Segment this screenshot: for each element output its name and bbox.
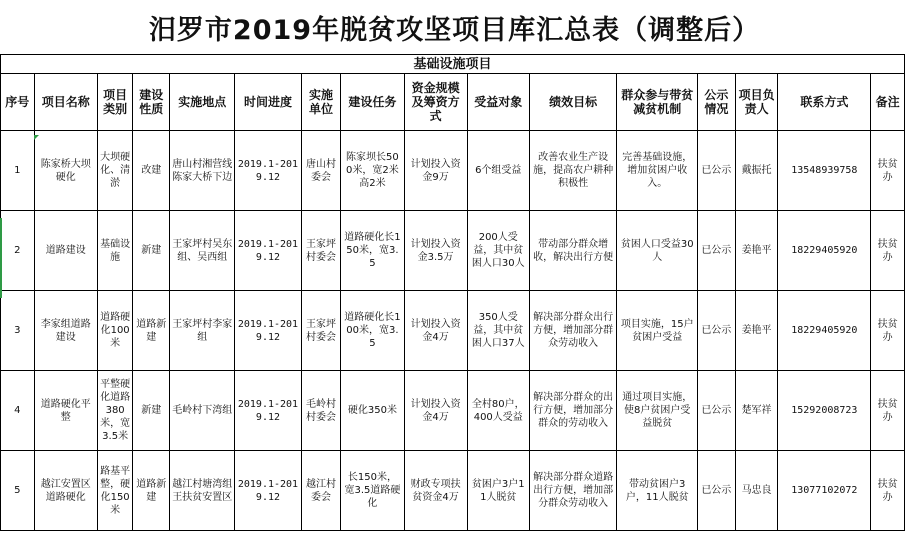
cell-task[interactable]: 硬化350米: [341, 371, 404, 451]
cell-goal[interactable]: 解决部分群众出行方便，增加部分群众劳动收入: [529, 291, 617, 371]
cell-location[interactable]: 毛岭村下湾组: [170, 371, 235, 451]
header-cell[interactable]: 项目名称: [34, 74, 97, 131]
cell-leader[interactable]: 马忠良: [735, 451, 778, 531]
cell-beneficiary[interactable]: 6个组受益: [467, 131, 529, 211]
header-cell[interactable]: 资金规模及筹资方式: [404, 74, 467, 131]
cell-nature[interactable]: 新建: [133, 371, 170, 451]
cell-beneficiary[interactable]: 350人受益，其中贫困人口37人: [467, 291, 529, 371]
header-cell[interactable]: 公示情况: [697, 74, 735, 131]
cell-goal[interactable]: 解决部分群众道路出行方便，增加部分群众劳动收入: [529, 451, 617, 531]
header-cell[interactable]: 序号: [1, 74, 35, 131]
cell-beneficiary[interactable]: 全村80户，400人受益: [467, 371, 529, 451]
cell-beneficiary[interactable]: 贫困户3户11人脱贫: [467, 451, 529, 531]
header-cell[interactable]: 时间进度: [235, 74, 301, 131]
cell-name[interactable]: 道路硬化平整: [34, 371, 97, 451]
header-cell[interactable]: 受益对象: [467, 74, 529, 131]
cell-publicity[interactable]: 已公示: [697, 371, 735, 451]
cell-mechanism[interactable]: 带动贫困户3户，11人脱贫: [617, 451, 698, 531]
cell-task[interactable]: 道路硬化长100米，宽3.5: [341, 291, 404, 371]
cell-schedule[interactable]: 2019.1-2019.12: [235, 291, 301, 371]
cell-location[interactable]: 王家坪村李家组: [170, 291, 235, 371]
cell-leader[interactable]: 姜艳平: [735, 291, 778, 371]
cell-remark[interactable]: 扶贫办: [871, 131, 905, 211]
cell-phone[interactable]: 13548939758: [778, 131, 871, 211]
cell-schedule[interactable]: 2019.1-2019.12: [235, 451, 301, 531]
cell-remark[interactable]: 扶贫办: [871, 291, 905, 371]
cell-phone[interactable]: 15292008723: [778, 371, 871, 451]
cell-phone[interactable]: 13077102072: [778, 451, 871, 531]
cell-mechanism[interactable]: 项目实施，15户贫困户受益: [617, 291, 698, 371]
table-subtitle[interactable]: 基础设施项目: [1, 55, 905, 74]
cell-name[interactable]: 李家组道路建设: [34, 291, 97, 371]
subtitle-row: [1, 55, 905, 74]
cell-beneficiary[interactable]: 200人受益，其中贫困人口30人: [467, 211, 529, 291]
cell-location[interactable]: 唐山村湘营线陈家大桥下边: [170, 131, 235, 211]
cell-mechanism[interactable]: 通过项目实施，使8户贫困户受益脱贫: [617, 371, 698, 451]
cell-comment-marker: [34, 135, 39, 140]
cell-nature[interactable]: 道路新建: [133, 291, 170, 371]
cell-funding[interactable]: 财政专项扶贫资金4万: [404, 451, 467, 531]
cell-task[interactable]: 陈家坝长500米，宽2米高2米: [341, 131, 404, 211]
cell-no[interactable]: 3: [1, 291, 35, 371]
cell-task[interactable]: 道路硬化长150米，宽3.5: [341, 211, 404, 291]
header-cell[interactable]: 绩效目标: [529, 74, 617, 131]
cell-goal[interactable]: 带动部分群众增收，解决出行方便: [529, 211, 617, 291]
cell-goal[interactable]: 解决部分群众的出行方便，增加部分群众的劳动收入: [529, 371, 617, 451]
cell-category[interactable]: 大坝硬化、清淤: [97, 131, 133, 211]
cell-leader[interactable]: 楚军祥: [735, 371, 778, 451]
cell-funding[interactable]: 计划投入资金4万: [404, 291, 467, 371]
header-cell[interactable]: 项目负责人: [735, 74, 778, 131]
table-row: [1, 291, 905, 371]
cell-publicity[interactable]: 已公示: [697, 451, 735, 531]
cell-publicity[interactable]: 已公示: [697, 131, 735, 211]
header-cell[interactable]: 备注: [871, 74, 905, 131]
cell-unit[interactable]: 毛岭村村委会: [301, 371, 341, 451]
header-cell[interactable]: 项目类别: [97, 74, 133, 131]
table-row: [1, 211, 905, 291]
selection-edge: [0, 218, 2, 298]
cell-funding[interactable]: 计划投入资金3.5万: [404, 211, 467, 291]
header-cell[interactable]: 群众参与带贫减贫机制: [617, 74, 698, 131]
cell-no[interactable]: 4: [1, 371, 35, 451]
table-row: [1, 131, 905, 211]
cell-mechanism[interactable]: 完善基础设施，增加贫困户收入。: [617, 131, 698, 211]
cell-nature[interactable]: 改建: [133, 131, 170, 211]
header-row: [1, 74, 905, 131]
cell-unit[interactable]: 唐山村委会: [301, 131, 341, 211]
cell-name[interactable]: 道路建设: [34, 211, 97, 291]
cell-nature[interactable]: 新建: [133, 211, 170, 291]
cell-no[interactable]: 5: [1, 451, 35, 531]
cell-goal[interactable]: 改善农业生产设施，提高农户耕种积极性: [529, 131, 617, 211]
cell-funding[interactable]: 计划投入资金9万: [404, 131, 467, 211]
cell-category[interactable]: 基础设施: [97, 211, 133, 291]
cell-location[interactable]: 越江村塘湾组王扶贫安置区: [170, 451, 235, 531]
cell-task[interactable]: 长150米，宽3.5道路硬化: [341, 451, 404, 531]
cell-mechanism[interactable]: 贫困人口受益30人: [617, 211, 698, 291]
cell-remark[interactable]: 扶贫办: [871, 451, 905, 531]
header-cell[interactable]: 实施地点: [170, 74, 235, 131]
header-cell[interactable]: 联系方式: [778, 74, 871, 131]
cell-publicity[interactable]: 已公示: [697, 291, 735, 371]
project-table: [0, 54, 905, 531]
cell-category[interactable]: 平整硬化道路380米，宽3.5米: [97, 371, 133, 451]
cell-schedule[interactable]: 2019.1-2019.12: [235, 211, 301, 291]
cell-remark[interactable]: 扶贫办: [871, 211, 905, 291]
cell-phone[interactable]: 18229405920: [778, 291, 871, 371]
header-cell[interactable]: 建设任务: [341, 74, 404, 131]
cell-category[interactable]: 路基平整，硬化150米: [97, 451, 133, 531]
cell-phone[interactable]: 18229405920: [778, 211, 871, 291]
cell-publicity[interactable]: 已公示: [697, 211, 735, 291]
cell-schedule[interactable]: 2019.1-2019.12: [235, 131, 301, 211]
cell-location[interactable]: 王家坪村吴东组、吴西组: [170, 211, 235, 291]
cell-no[interactable]: 2: [1, 211, 35, 291]
cell-leader[interactable]: 姜艳平: [735, 211, 778, 291]
cell-name[interactable]: 越江安置区道路硬化: [34, 451, 97, 531]
header-cell[interactable]: 实施单位: [301, 74, 341, 131]
header-cell[interactable]: 建设性质: [133, 74, 170, 131]
cell-leader[interactable]: 戴振托: [735, 131, 778, 211]
cell-name[interactable]: 陈家桥大坝硬化: [34, 131, 97, 211]
cell-unit[interactable]: 王家坪村委会: [301, 211, 341, 291]
cell-funding[interactable]: 计划投入资金4万: [404, 371, 467, 451]
cell-remark[interactable]: 扶贫办: [871, 371, 905, 451]
cell-schedule[interactable]: 2019.1-2019.12: [235, 371, 301, 451]
cell-no[interactable]: 1: [1, 131, 35, 211]
table-row: [1, 371, 905, 451]
cell-unit[interactable]: 越江村委会: [301, 451, 341, 531]
page-title: 汨罗市2019年脱贫攻坚项目库汇总表（调整后）: [148, 14, 761, 46]
cell-nature[interactable]: 道路新建: [133, 451, 170, 531]
cell-category[interactable]: 道路硬化100米: [97, 291, 133, 371]
table-row: [1, 451, 905, 531]
cell-unit[interactable]: 王家坪村委会: [301, 291, 341, 371]
